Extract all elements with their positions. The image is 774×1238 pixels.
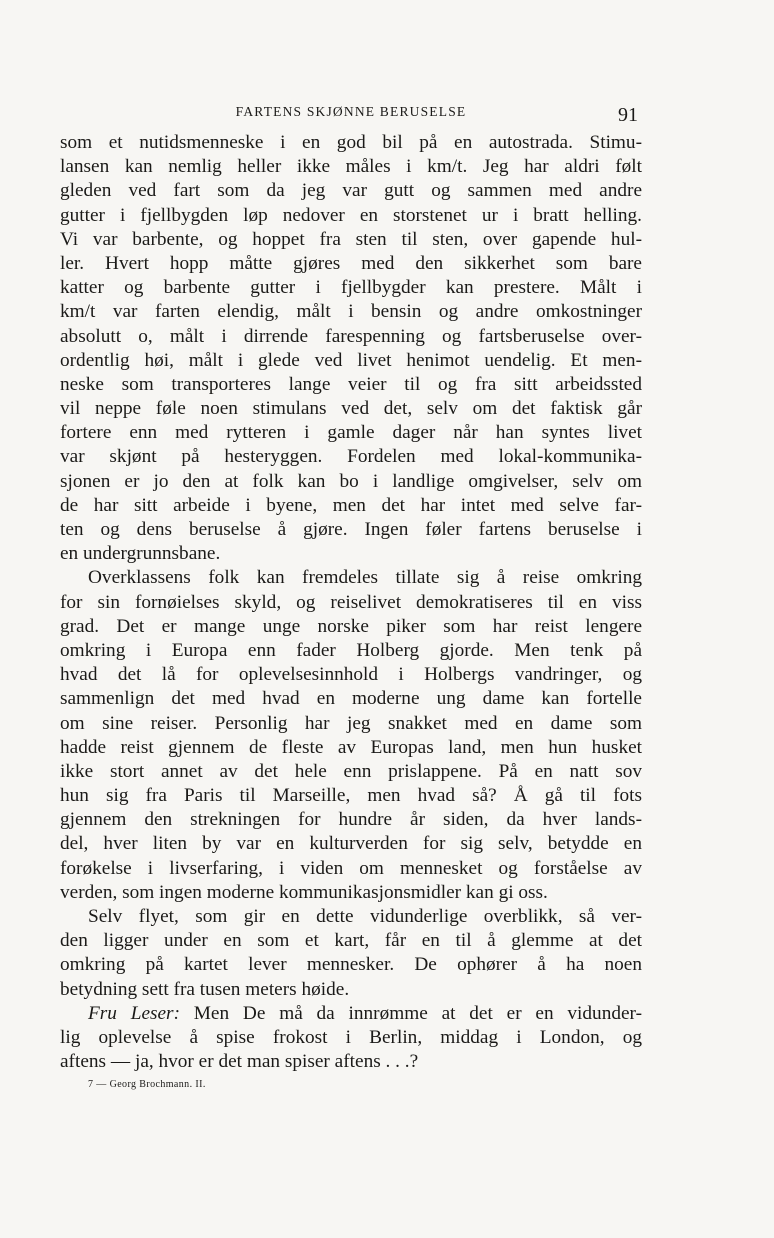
text-line [60, 349, 642, 373]
line-text: hadde reist gjennem de fleste av Europas land, men hun husket [60, 736, 642, 758]
text-line [60, 1002, 642, 1026]
line-text: hun sig fra Paris til Marseille, men hvad så? Å gå til fots [60, 785, 642, 807]
line-text: fortere enn med rytteren i gamle dager når han syntes livet [60, 422, 642, 444]
signature-footer: 7 — Georg Brochmann. II. [88, 1079, 206, 1090]
page-number: 91 [618, 104, 638, 126]
text-line [60, 325, 642, 349]
line-text: de har sitt arbeide i byene, men det har intet med selve far- [60, 494, 642, 516]
text-line [60, 445, 642, 469]
line-text: om sine reiser. Personlig har jeg snakket med en dame som [60, 712, 642, 734]
line-text: katter og barbente gutter i fjellbygder kan prestere. Målt i [60, 277, 642, 299]
text-line [60, 421, 642, 445]
line-text: var skjønt på hesteryggen. Fordelen med lokal-kommunika- [60, 446, 642, 468]
text-line [60, 929, 642, 953]
line-text: verden, som ingen moderne kommunikasjonsmidler kan gi oss. [60, 881, 548, 903]
text-line [60, 953, 642, 977]
line-text: del, hver liten by var en kulturverden for sig selv, betydde en [60, 833, 642, 855]
text-line [60, 978, 642, 1002]
line-text: for sin fornøielses skyld, og reiselivet demokratiseres til en viss [60, 591, 642, 613]
line-text: gjennem den strekningen for hundre år siden, da hver lands- [60, 809, 642, 831]
text-line [60, 760, 642, 784]
line-text: omkring på kartet lever mennesker. De ophører å ha noen [60, 954, 642, 976]
text-line [60, 228, 642, 252]
line-text: ordentlig høi, målt i glede ved livet henimot uendelig. Et men- [60, 349, 642, 371]
text-line [60, 784, 642, 808]
text-line [60, 905, 642, 929]
text-line [60, 542, 642, 566]
line-text: ten og dens beruselse å gjøre. Ingen føler fartens beruselse i [60, 519, 642, 540]
text-line [60, 615, 642, 639]
line-text: gleden ved fart som da jeg var gutt og sammen med andre [60, 180, 642, 202]
text-line [60, 373, 642, 397]
text-line [60, 155, 642, 179]
text-line [60, 470, 642, 494]
text-line [60, 639, 642, 663]
speaker-label: Fru Leser: [88, 1002, 180, 1024]
line-text: forøkelse i livserfaring, i viden om mennesket og forståelse av [60, 857, 642, 879]
line-text: ikke stort annet av det hele enn prislappene. På en natt sov [60, 760, 642, 782]
text-line [60, 881, 642, 905]
line-text: Selv flyet, som gir en dette vidunderlige overblikk, så ver- [88, 906, 642, 927]
text-line [60, 591, 642, 615]
line-text: betydning sett fra tusen meters høide. [60, 978, 350, 1000]
running-head: FARTENS SKJØNNE BERUSELSE [235, 104, 467, 119]
text-line [60, 518, 642, 542]
line-text: aftens — ja, hvor er det man spiser aftens . . .? [60, 1051, 419, 1073]
line-text: sammenlign det med hvad en moderne ung dame kan fortelle [60, 688, 642, 710]
text-line [60, 300, 642, 324]
line-text: neske som transporteres lange veier til og fra sitt arbeidssted [60, 373, 642, 395]
line-text: hvad det lå for oplevelsesinnhold i Holbergs vandringer, og [60, 664, 642, 686]
line-text: sjonen er jo den at folk kan bo i landlige omgivelser, selv om [60, 470, 642, 492]
text-line [60, 566, 642, 590]
text-line [60, 179, 642, 203]
line-text: den ligger under en som et kart, får en til å glemme at det [60, 930, 642, 952]
text-line [60, 252, 642, 276]
text-line [60, 276, 642, 300]
text-line [60, 687, 642, 711]
text-line [60, 397, 642, 421]
line-text: omkring i Europa enn fader Holberg gjorde. Men tenk på [60, 639, 642, 661]
text-line [60, 808, 642, 832]
line-text: gutter i fjellbygden løp nedover en storstenet ur i bratt helling. [60, 204, 642, 226]
text-line [60, 131, 642, 155]
line-text: km/t var farten elendig, målt i bensin og andre omkostninger [60, 301, 642, 323]
body-text [60, 131, 642, 1074]
line-text: lig oplevelse å spise frokost i Berlin, middag i London, og [60, 1026, 642, 1048]
line-text: ler. Hvert hopp måtte gjøres med den sikkerhet som bare [60, 252, 642, 274]
text-line [60, 204, 642, 228]
line-text: grad. Det er mange unge norske piker som har reist lengere [60, 615, 642, 637]
text-line [60, 857, 642, 881]
text-line [60, 1026, 642, 1050]
line-text: vil neppe føle noen stimulans ved det, selv om det faktisk går [60, 398, 642, 420]
text-line [60, 712, 642, 736]
line-text: en undergrunnsbane. [60, 543, 221, 565]
text-line [60, 1050, 642, 1074]
line-text: Men De må da innrømme at det er en vidunder- [179, 1002, 642, 1024]
line-text: som et nutidsmenneske i en god bil på en autostrada. Stimu- [60, 132, 642, 153]
text-line [60, 736, 642, 760]
text-line [60, 663, 642, 687]
text-line [60, 494, 642, 518]
text-line [60, 832, 642, 856]
line-text: Vi var barbente, og hoppet fra sten til sten, over gapende hul- [60, 228, 642, 250]
line-text: lansen kan nemlig heller ikke måles i km/t. Jeg har aldri følt [60, 156, 642, 178]
line-text: Overklassens folk kan fremdeles tillate sig å reise omkring [88, 567, 642, 589]
line-text: absolutt o, målt i dirrende farespenning og fartsberuselse over- [60, 325, 642, 347]
